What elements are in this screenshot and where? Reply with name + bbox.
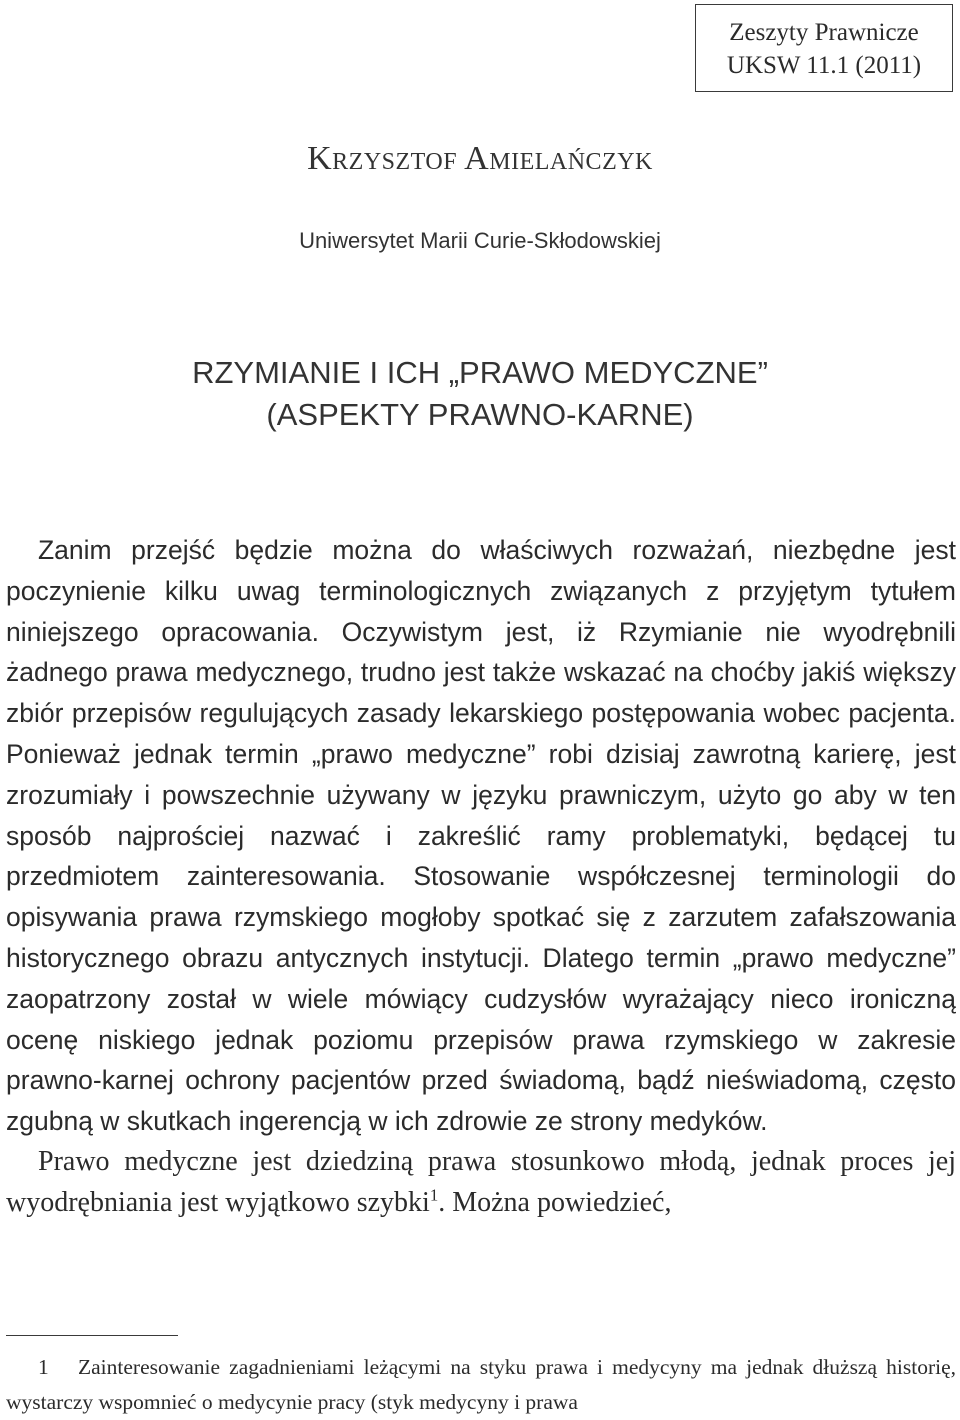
paragraph-2-text: Prawo medyczne jest dziedziną prawa stosunkowo młodą, jednak proces jej wyodrębniania jest wyjątkowo szybki xyxy=(6,1145,956,1218)
author-affiliation: Uniwersytet Marii Curie-Skłodowskiej xyxy=(299,228,661,253)
footnote-text: Zainteresowanie zagadnieniami leżącymi na styku prawa i medycyny ma jednak dłuższą historię, wystarczy wspomnieć o medycynie pracy (styk medycyny i prawa xyxy=(6,1355,956,1414)
journal-volume: UKSW 11.1 (2011) xyxy=(726,52,922,79)
journal-name: Zeszyty Prawnicze xyxy=(729,19,919,46)
journal-info-box xyxy=(695,4,953,92)
author-name: Krzysztof Amielańczyk xyxy=(307,140,653,177)
paragraph-2 xyxy=(6,1142,956,1224)
title-line-2: (ASPEKTY PRAWNO-KARNE) xyxy=(266,397,694,432)
footnote-number: 1 xyxy=(38,1355,49,1379)
paragraph-1: Zanim przejść będzie można do właściwych rozważań, niezbędne jest poczynienie kilku uwag terminologicznych związanych z przyjętym tytułem niniejszego opracowania. Oczywistym jest, iż Rzymianie nie wyodrębnili żadnego prawa medycznego, trudno jest także wskazać na choćby jakiś większy zbiór przepisów regulujących zasady lekarskiego postępowania wobec pacjenta. Ponieważ jednak termin „prawo medyczne” robi dzisiaj zawrotną karierę, jest zrozumiały i powszechnie używany w języku prawniczym, użyto go aby w ten sposób najprościej nazwać i zakreślić ramy problematyki, będącej tu przedmiotem zainteresowania. Stosowanie współczesnej terminologii do opisywania prawa rzymskiego mogłoby spotkać się z zarzutem zafałszowania historycznego obrazu antycznych instytucji. Dlatego termin „prawo medyczne” zaopatrzony został w wiele mówiący cudzysłów wyrażający nieco ironiczną ocenę niskiego jednak poziomu przepisów prawa rzymskiego w zakresie prawno-karnej ochrony pacjentów przed świadomą, bądź nieświadomą, często zgubną w skutkach ingerencją w ich zdrowie ze strony medyków. xyxy=(6,535,956,1137)
article-title xyxy=(0,352,960,436)
footnote xyxy=(6,1350,956,1420)
footnote-reference[interactable]: 1 xyxy=(429,1185,439,1205)
paragraph-2-continuation: . Można powiedzieć, xyxy=(438,1186,672,1218)
article-body xyxy=(6,530,956,1224)
footnote-separator xyxy=(6,1335,178,1336)
title-line-1: RZYMIANIE I ICH „PRAWO MEDYCZNE” xyxy=(192,355,768,390)
